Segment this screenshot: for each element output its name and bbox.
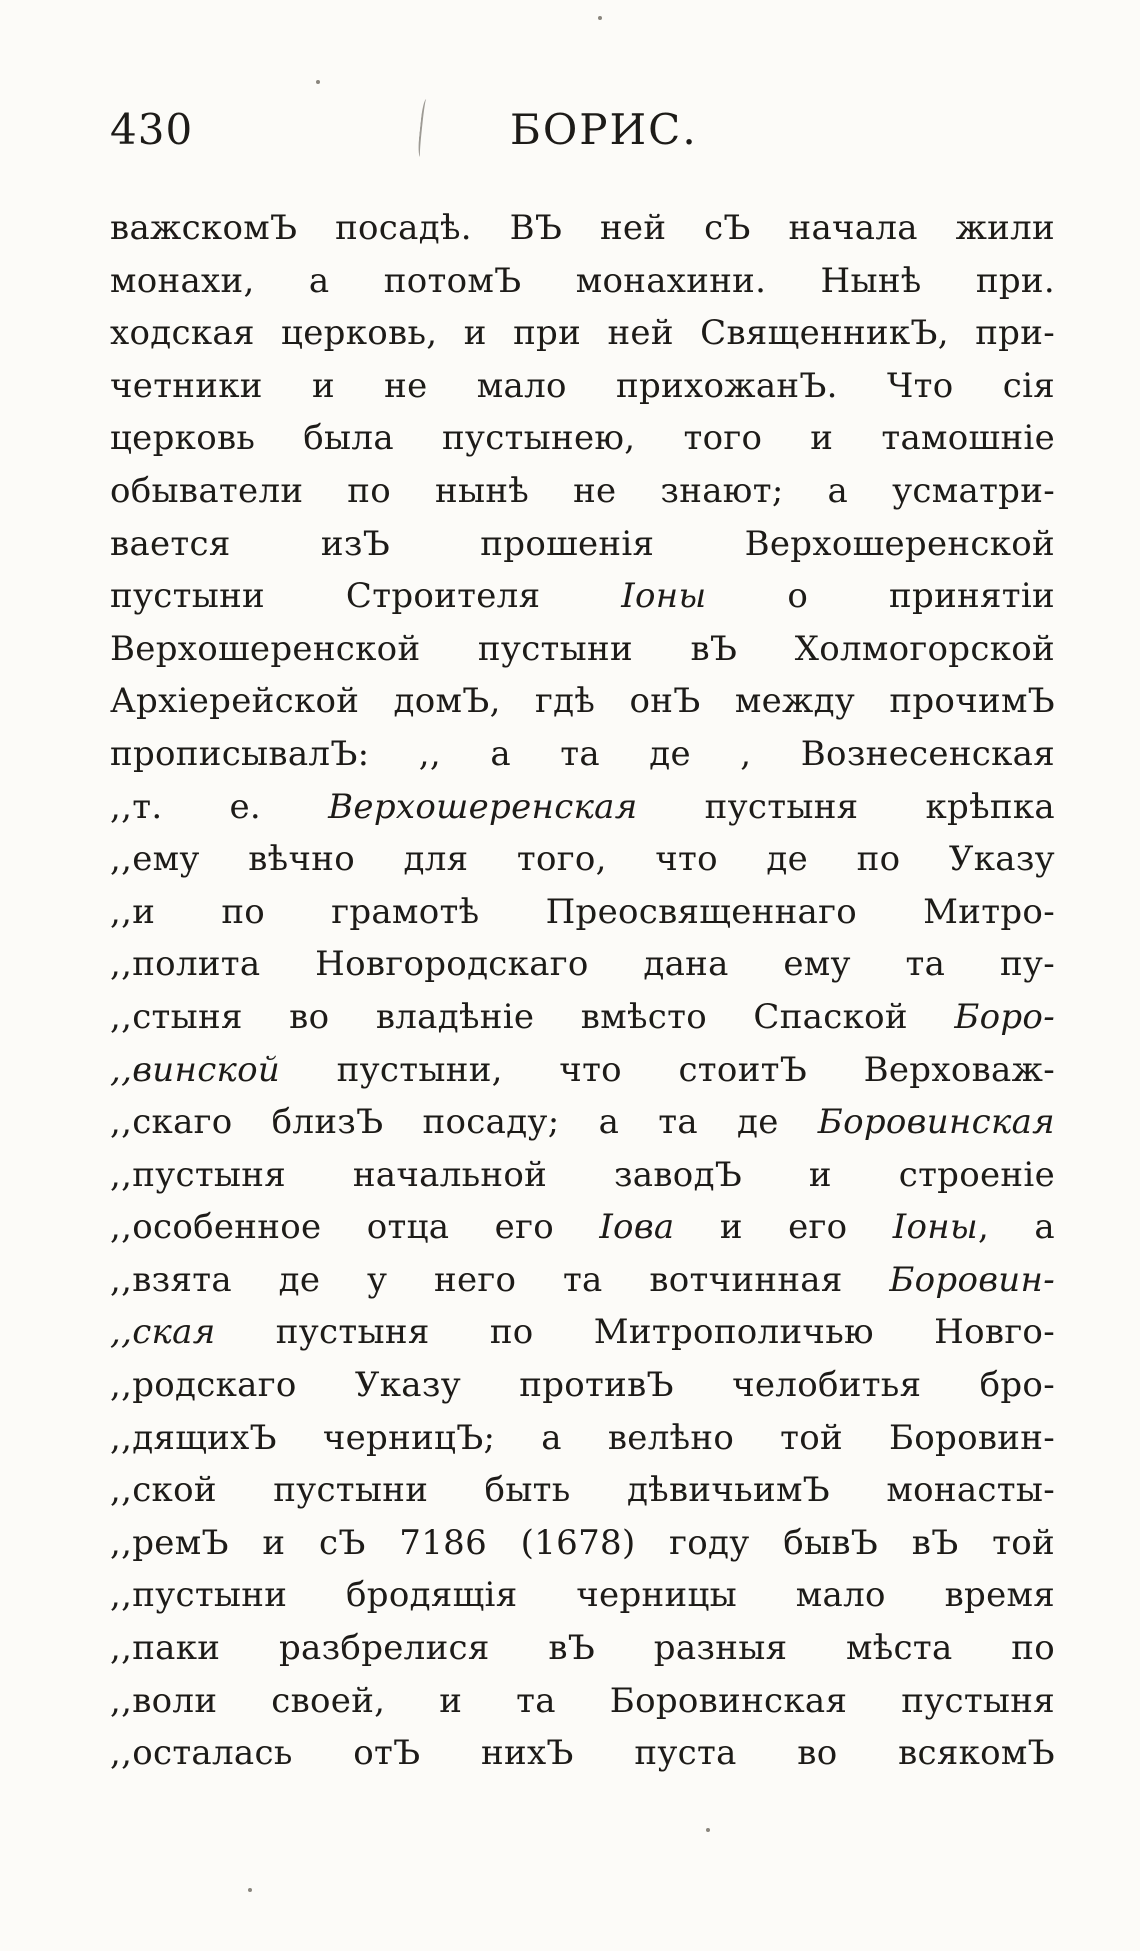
text-segment: ,,т. е. — [110, 786, 329, 827]
text-segment: ,,дящихЪ черницЪ; а велѣно той Боровин- — [110, 1417, 1055, 1458]
text-line — [110, 1149, 1055, 1202]
italic-text: Боровин- — [889, 1259, 1055, 1300]
text-line — [110, 728, 1055, 781]
text-segment: пустыни Строителя — [110, 576, 622, 617]
text-segment: ,,родскаго Указу противЪ челобитья бро- — [110, 1365, 1055, 1406]
text-line — [110, 991, 1055, 1044]
text-line — [110, 1727, 1055, 1780]
text-segment: пустыня крѣпка — [637, 786, 1055, 827]
text-line — [110, 307, 1055, 360]
italic-text: Боро- — [954, 996, 1055, 1037]
italic-text: Верхошеренская — [328, 786, 638, 827]
page-number: 430 — [110, 105, 194, 154]
text-segment: и его — [674, 1207, 893, 1248]
text-line — [110, 255, 1055, 308]
text-segment: ,,ремЪ и сЪ 7186 (1678) году бывЪ вЪ той — [110, 1522, 1055, 1563]
text-line — [110, 781, 1055, 834]
text-line — [110, 1201, 1055, 1254]
text-segment: прописывалЪ: ,, а та де , Вознесенская — [110, 733, 1055, 774]
text-line — [110, 1359, 1055, 1412]
text-segment: ,,взята де у него та вотчинная — [110, 1259, 890, 1300]
text-segment: важскомЪ посадѣ. ВЪ ней сЪ начала жили — [110, 208, 1055, 248]
text-segment: пустыни, что стоитЪ Верховаж- — [280, 1049, 1055, 1090]
text-segment: ,,ему вѣчно для того, что де по Указу — [110, 839, 1055, 880]
text-line — [110, 1517, 1055, 1570]
text-line — [110, 1096, 1055, 1149]
text-segment: ,,осталась отЪ нихЪ пуста во всякомЪ — [110, 1733, 1055, 1774]
running-title: БОРИС. — [510, 105, 698, 154]
text-segment: обыватели по нынѣ не знают; а усматри- — [110, 470, 1055, 511]
speck — [598, 16, 602, 20]
text-segment: ,,пустыни бродящія черницы мало время — [110, 1575, 1055, 1616]
italic-text: ,,винской — [110, 1049, 281, 1090]
text-segment: ,,стыня во владѣніе вмѣсто Спаской — [110, 996, 955, 1037]
text-line — [110, 675, 1055, 728]
text-segment: ,,паки разбрелися вЪ разныя мѣста по — [110, 1628, 1055, 1669]
text-segment: ,,ской пустыни быть дѣвичьимЪ монасты- — [110, 1470, 1055, 1511]
text-segment: Архіерейской домЪ, гдѣ онЪ между прочимЪ — [110, 681, 1055, 722]
italic-text: Іоны — [892, 1207, 978, 1248]
text-line — [110, 1464, 1055, 1517]
text-line — [110, 886, 1055, 939]
text-line — [110, 1306, 1055, 1359]
text-line — [110, 570, 1055, 623]
speck — [316, 80, 320, 84]
speck — [248, 1888, 252, 1892]
text-line — [110, 1044, 1055, 1097]
margin-mark — [417, 99, 431, 158]
text-segment: церковь была пустынею, того и тамошніе — [110, 418, 1055, 459]
text-segment: ,,полита Новгородскаго дана ему та пу- — [110, 944, 1055, 985]
text-line — [110, 833, 1055, 886]
text-segment: вается изЪ прошенія Верхошеренской — [110, 523, 1055, 564]
text-segment: монахи, а потомЪ монахини. Нынѣ при. — [110, 260, 1055, 301]
text-line — [110, 202, 1055, 255]
italic-text: Іоны — [621, 576, 707, 617]
text-line — [110, 1569, 1055, 1622]
text-line — [110, 360, 1055, 413]
text-line — [110, 1622, 1055, 1675]
text-segment: ,,особенное отца его — [110, 1207, 600, 1248]
italic-text: ,,ская — [110, 1312, 216, 1353]
text-line — [110, 623, 1055, 676]
text-line — [110, 1412, 1055, 1465]
text-line — [110, 1254, 1055, 1307]
text-segment: Верхошеренской пустыни вЪ Холмогорской — [110, 628, 1055, 669]
text-segment: ,,пустыня начальной заводЪ и строеніе — [110, 1154, 1055, 1195]
text-segment: четники и не мало прихожанЪ. Что сія — [110, 365, 1055, 406]
text-segment: , а — [977, 1207, 1055, 1248]
text-line — [110, 465, 1055, 518]
speck — [706, 1828, 710, 1832]
running-head — [110, 95, 1070, 165]
text-line — [110, 938, 1055, 991]
italic-text: Боровинская — [817, 1102, 1055, 1143]
text-line — [110, 412, 1055, 465]
text-segment: ,,скаго близЪ посаду; а та де — [110, 1102, 818, 1143]
text-segment: ходская церковь, и при ней СвященникЪ, при- — [110, 313, 1055, 354]
text-line — [110, 1675, 1055, 1728]
italic-text: Іова — [599, 1207, 675, 1248]
text-line — [110, 518, 1055, 571]
text-segment: ,,воли своей, и та Боровинская пустыня — [110, 1680, 1055, 1721]
body-text — [110, 202, 1055, 1780]
text-segment: пустыня по Митрополичью Новго- — [215, 1312, 1055, 1353]
text-segment: о принятіи — [706, 576, 1055, 617]
text-segment: ,,и по грамотѣ Преосвященнаго Митро- — [110, 891, 1055, 932]
